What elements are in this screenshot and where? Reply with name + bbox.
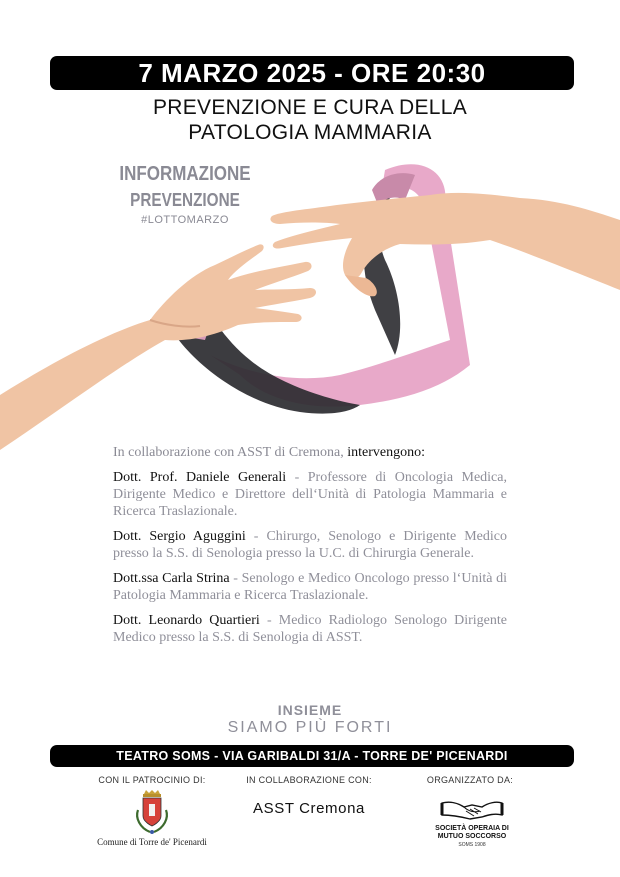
speaker-item (113, 469, 507, 520)
speaker-description: - Medico Radiologo Senologo Dirigente Medico presso la S.S. di Senologia di ASST. (113, 613, 507, 645)
patronage-name: Comune di Torre de' Picenardi (97, 837, 207, 847)
intro-emphasis: intervengono: (347, 445, 425, 460)
hands-ribbon-illustration (0, 150, 620, 450)
left-hand-icon (0, 244, 316, 450)
organizer-year: SOMS 1908 (458, 842, 486, 848)
speaker-description: - Senologo e Medico Oncologo presso l‘Unità di Patologia Mammaria e Ricerca Traslazionale. (113, 571, 507, 603)
tagline-prevention: PREVENZIONE (130, 190, 240, 210)
hashtag: #LOTTOMARZO (141, 214, 229, 226)
speaker-name: Dott.ssa Carla Strina (113, 571, 230, 586)
organizer-name-line-1: SOCIETÀ OPERAIA DI (435, 825, 509, 832)
event-title-line-2: PATOLOGIA MAMMARIA (188, 121, 432, 144)
collaboration-name: ASST Cremona (253, 800, 365, 817)
speaker-item (113, 528, 507, 562)
speakers-section (113, 444, 507, 654)
tagline-information: INFORMAZIONE (119, 163, 251, 185)
speaker-item (113, 570, 507, 604)
organizer-name (412, 825, 532, 841)
event-title-line-1: PREVENZIONE E CURA DELLA (152, 96, 468, 119)
speaker-description: - Professore di Oncologia Medica, Dirigente Medico e Direttore dell‘Unità di Patologia Mammaria e Ricerca Traslazionale. (113, 470, 507, 519)
speaker-name: Dott. Leonardo Quartieri (113, 613, 260, 628)
speaker-description: - Chirurgo, Senologo e Dirigente Medico presso la S.S. di Senologia presso la U.C. di Chirurgia Generale. (113, 529, 507, 561)
speaker-item (113, 612, 507, 646)
handshake-icon (440, 795, 504, 823)
slogan-line-1: INSIEME (277, 702, 343, 718)
collaboration-intro (113, 444, 507, 461)
intro-text: In collaborazione con ASST di Cremona, (113, 445, 348, 460)
slogan-line-2: SIAMO PIÙ FORTI (227, 719, 393, 736)
coat-of-arms-icon (132, 790, 172, 838)
date-time-banner: 7 MARZO 2025 - ORE 20:30 (50, 56, 574, 90)
speaker-name: Dott. Sergio Aguggini (113, 529, 246, 544)
speaker-name: Dott. Prof. Daniele Generali (113, 470, 287, 485)
patronage-label: CON IL PATROCINIO DI: (98, 775, 206, 785)
organizer-label: ORGANIZZATO DA: (426, 775, 514, 785)
venue-banner: TEATRO SOMS - VIA GARIBALDI 31/A - TORRE DE' PICENARDI (50, 745, 574, 767)
organizer-name-line-2: MUTUO SOCCORSO (437, 833, 507, 840)
collaboration-label: IN COLLABORAZIONE CON: (246, 775, 372, 785)
